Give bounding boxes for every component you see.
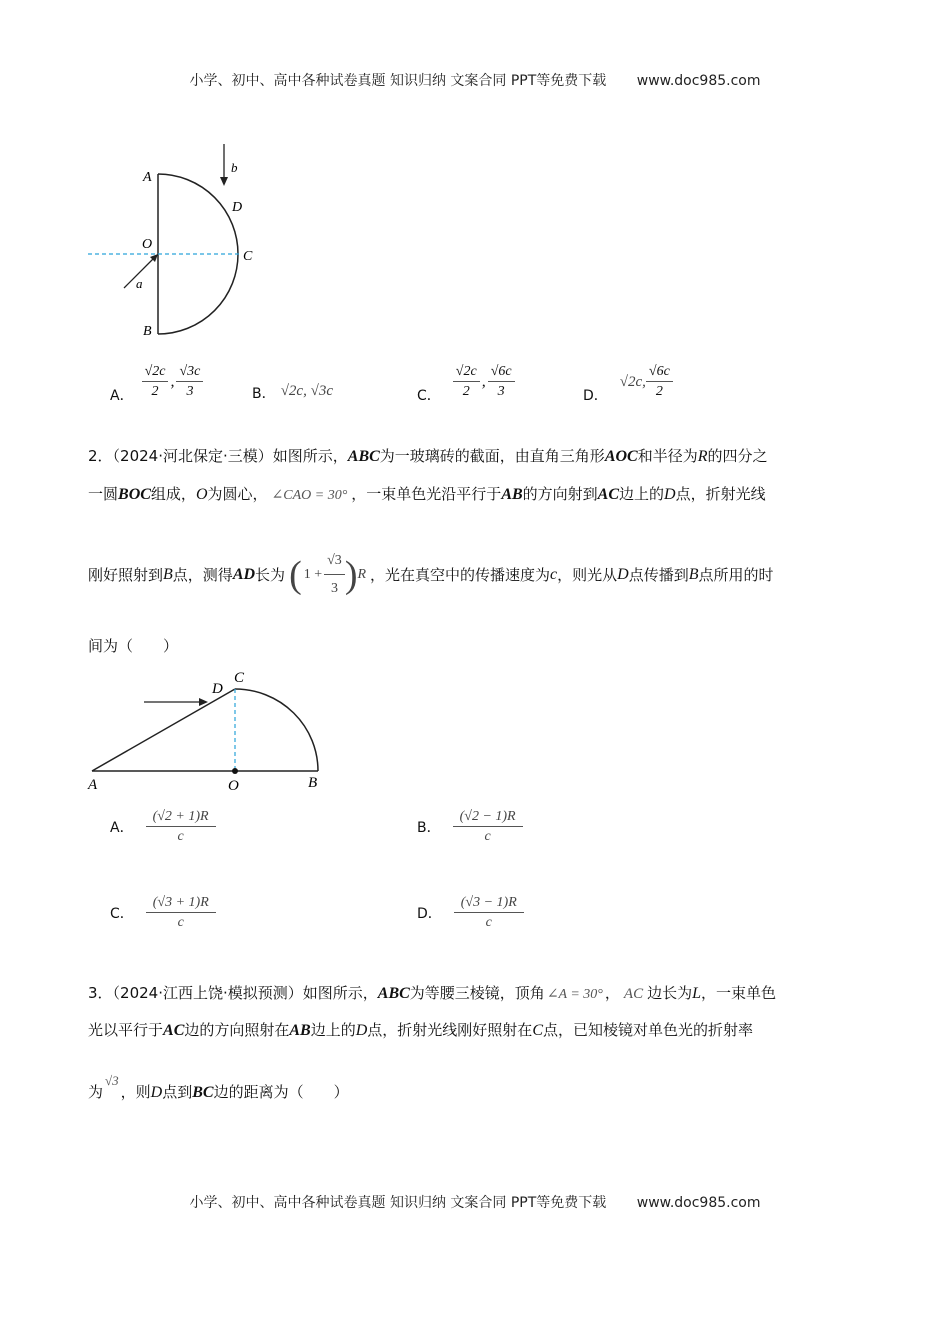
option-letter: C． bbox=[417, 388, 441, 404]
fraction: $\frac{√6c}{2}$ bbox=[646, 364, 673, 400]
q2-line-4: 间为（ ） bbox=[88, 637, 179, 655]
label-b-point: B bbox=[143, 324, 152, 339]
fraction: $\frac{(√2 + 1)R}{c}$ bbox=[146, 809, 216, 845]
option-letter: B． bbox=[252, 386, 276, 402]
page-header bbox=[0, 70, 950, 90]
footer-text: 小学、初中、高中各种试卷真题 知识归纳 文案合同 PPT等免费下载 bbox=[189, 1195, 607, 1211]
ad-length-expression: ( 1 + $\frac{√3}{3}$ ) R bbox=[289, 549, 366, 601]
fraction: $\frac{(√2 - 1)R}{c}$ bbox=[453, 809, 523, 845]
label-ray-b: b bbox=[231, 160, 238, 175]
semicircle-arc bbox=[158, 174, 238, 334]
fraction: $\frac{(√3 - 1)R}{c}$ bbox=[454, 895, 524, 931]
header-text: 小学、初中、高中各种试卷真题 知识归纳 文案合同 PPT等免费下载 bbox=[189, 73, 607, 89]
q2-line-3: 刚好照射到 B 点，测得 AD 长为 ( 1 + $\frac{√3}{3}$ ) R ，光在真空中的传播速度为 c ，则光从 D 点传播到 B 点所用的时 bbox=[88, 552, 868, 598]
q2-option-a[interactable] bbox=[110, 809, 216, 845]
center-o-dot bbox=[232, 768, 238, 774]
label-ray-a: a bbox=[136, 276, 143, 291]
footer-site: www.doc985.com bbox=[636, 1195, 761, 1211]
q1-option-a[interactable]: A． $\frac{√2c}{2}$ , $\frac{√3c}{3}$ bbox=[110, 357, 203, 407]
q2-option-b[interactable] bbox=[417, 809, 523, 845]
label-c: C bbox=[234, 670, 245, 686]
q3-line-2: 光以平行于AC边的方向照射在AB边上的D点，折射光线刚好照射在C点，已知棱镜对单色光的折射率 bbox=[88, 1021, 753, 1039]
label-b: B bbox=[308, 775, 318, 791]
q2-option-d[interactable] bbox=[417, 895, 524, 931]
q3-line-3: 为√3，则D点到BC边的距离为（ ） bbox=[88, 1073, 349, 1101]
q1-option-c[interactable]: C． $\frac{√2c}{2}$ , $\frac{√6c}{3}$ bbox=[417, 357, 515, 407]
label-d-point: D bbox=[232, 200, 243, 215]
label-a: A bbox=[88, 777, 98, 793]
q3-line-1: 3．（2024·江西上饶·模拟预测）如图所示，ABC为等腰三棱镜，顶角 ∠A = 30° ， AC 边长为L，一束单色 bbox=[88, 984, 777, 1002]
label-d: D bbox=[212, 681, 223, 697]
fraction: $\frac{√2c}{2}$ bbox=[453, 364, 480, 400]
q2-option-c[interactable] bbox=[110, 895, 216, 931]
fraction: $\frac{√6c}{3}$ bbox=[488, 364, 515, 400]
ray-b-arrowhead bbox=[220, 177, 228, 186]
label-c-point: C bbox=[243, 249, 253, 264]
figure-glass-brick bbox=[80, 662, 340, 794]
option-letter: C． bbox=[110, 906, 134, 922]
fraction: $\frac{√2c}{2}$ bbox=[142, 364, 169, 400]
label-o-point: O bbox=[142, 237, 153, 252]
option-letter: D． bbox=[583, 388, 608, 404]
page-footer bbox=[0, 1192, 950, 1212]
q2-line-1: 2．（2024·河北保定·三模）如图所示，ABC为一玻璃砖的截面，由直角三角形AOC和半径为R的四分之 bbox=[88, 447, 768, 465]
option-letter: A． bbox=[110, 820, 134, 836]
option-letter: A． bbox=[110, 388, 134, 404]
q2-line-2: 一圆BOC组成，O为圆心， ∠CAO = 30° ，一束单色光沿平行于AB的方向射到AC边上的D点，折射光线 bbox=[88, 485, 766, 503]
side-ac bbox=[92, 689, 235, 771]
header-site: www.doc985.com bbox=[636, 73, 761, 89]
fraction: $\frac{√3c}{3}$ bbox=[176, 364, 203, 400]
figure-half-disk bbox=[80, 140, 280, 350]
option-letter: B． bbox=[417, 820, 441, 836]
q1-option-d[interactable]: D． √2c, $\frac{√6c}{2}$ bbox=[583, 357, 673, 407]
label-a-point: A bbox=[143, 170, 152, 185]
option-letter: D． bbox=[417, 906, 442, 922]
quarter-arc bbox=[235, 689, 318, 771]
q1-option-b[interactable]: B． √2c, √3c bbox=[252, 383, 333, 402]
label-o: O bbox=[228, 778, 239, 794]
fraction: $\frac{(√3 + 1)R}{c}$ bbox=[146, 895, 216, 931]
